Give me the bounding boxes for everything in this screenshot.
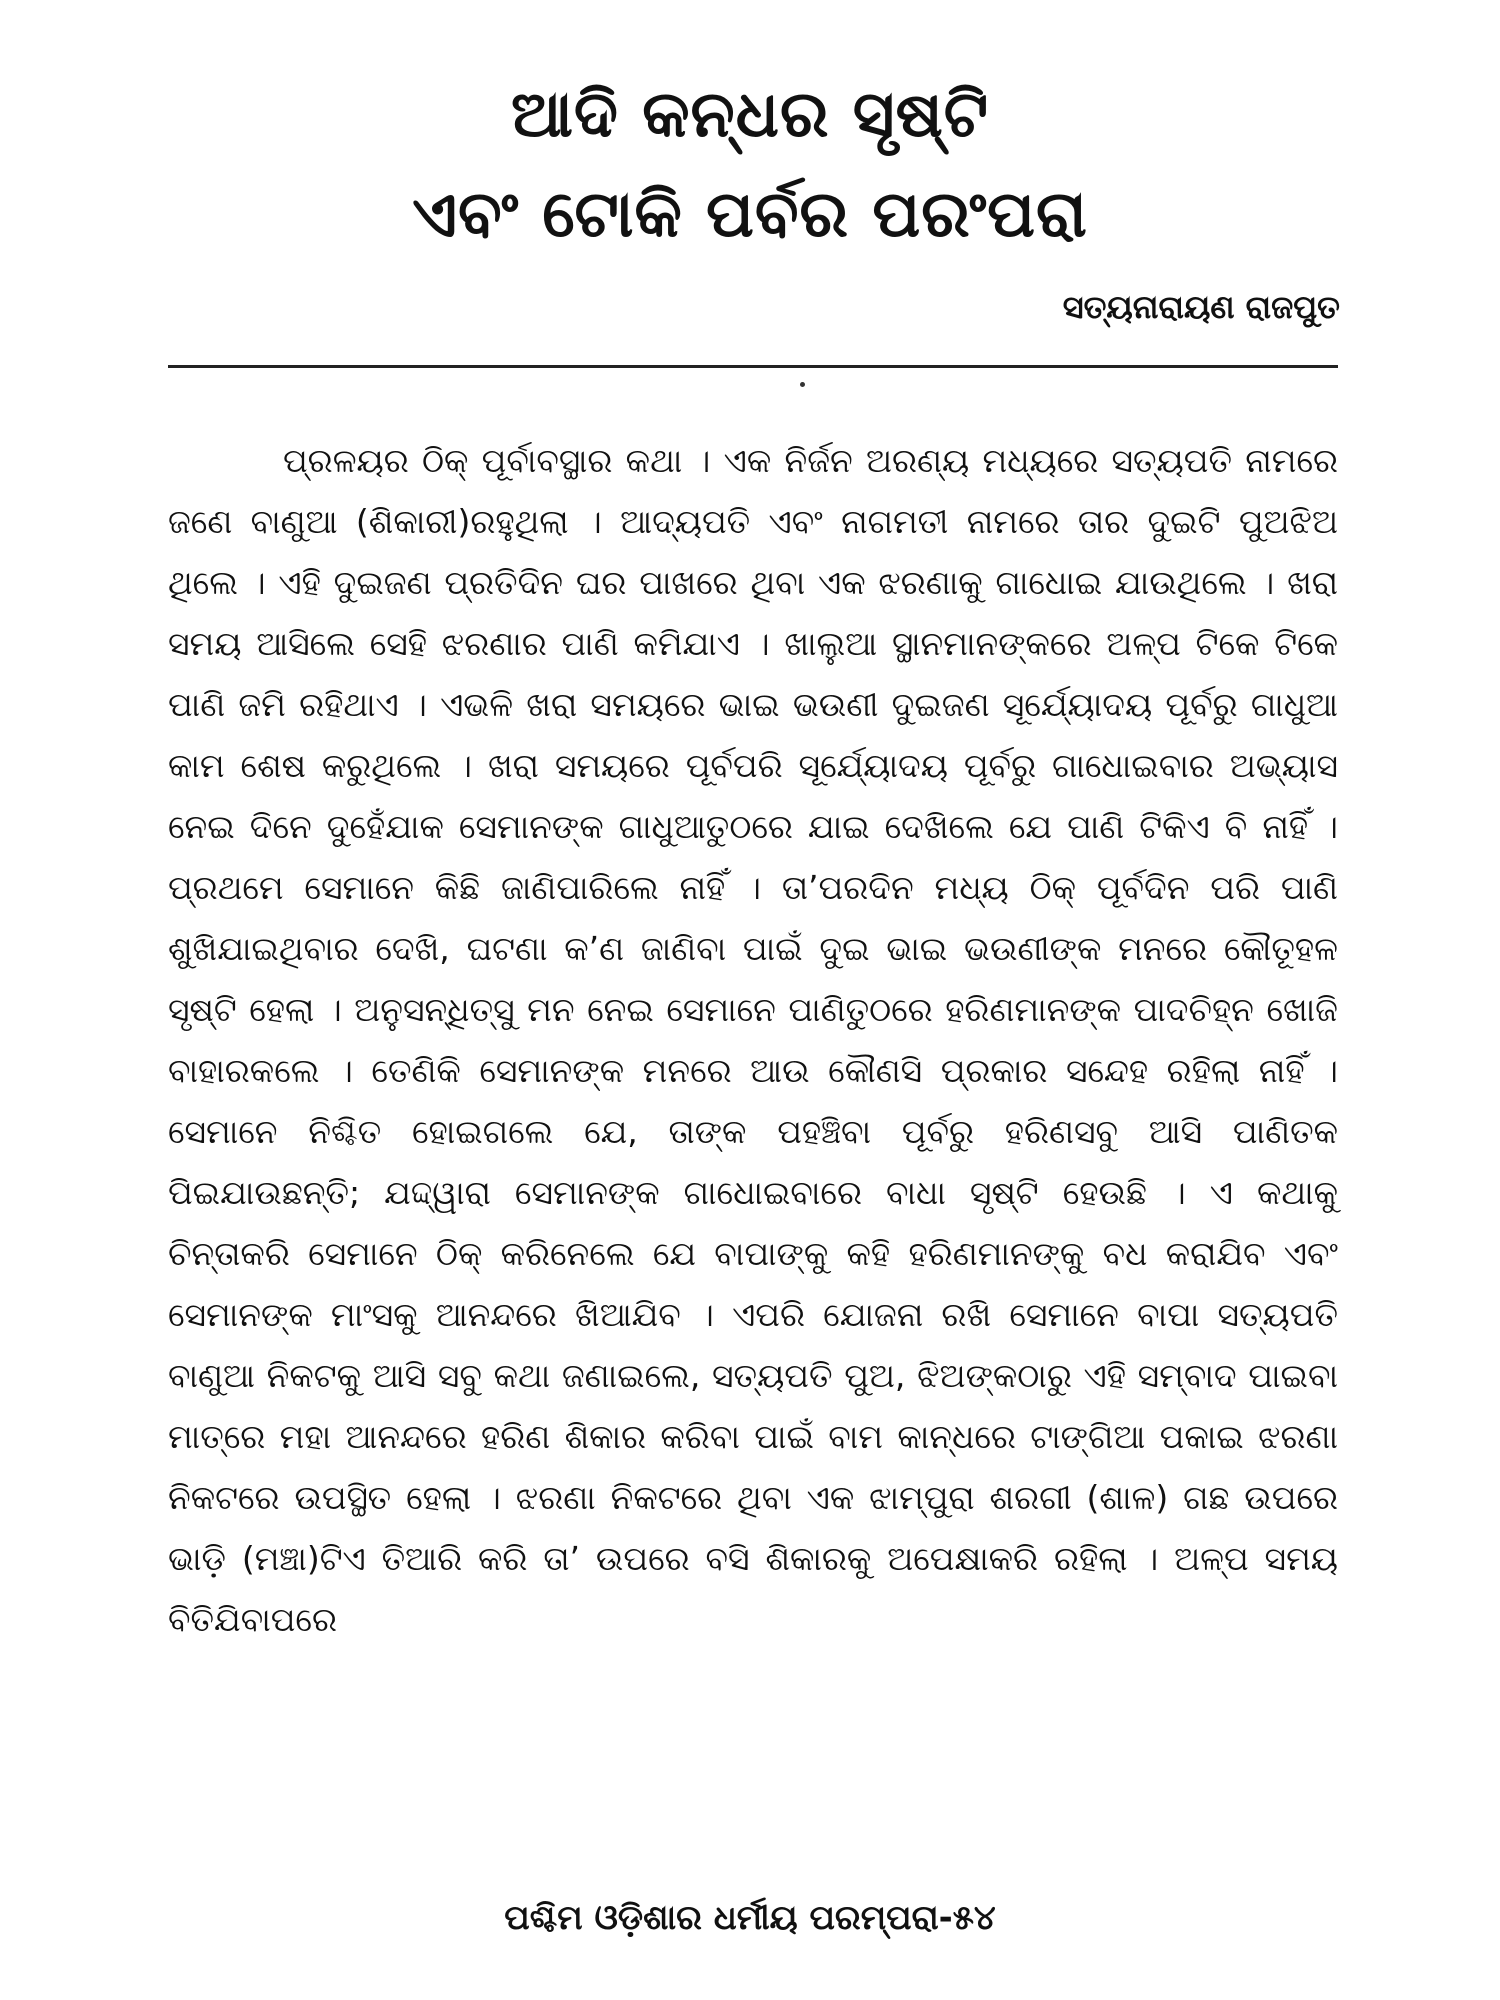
body-paragraph: ପ୍ରଳୟର ଠିକ୍ ପୂର୍ବାବସ୍ଥାର କଥା । ଏକ ନିର୍ଜନ ଅରଣ୍ୟ ମଧ୍ୟରେ ସତ୍ୟପତି ନାମରେ ଜଣେ ବାଣୁଆ (ଶିକାରୀ)ରହୁଥିଲା । ଆଦ୍ୟପତି ଏବଂ ନାଗମତୀ ନାମରେ ତାର ଦୁଇଟି ପୁଅଝିଅ ଥିଲେ । ଏହି ଦୁଇଜଣ ପ୍ରତିଦିନ ଘର ପାଖରେ ଥିବା ଏକ ଝରଣାକୁ ଗାଧୋଇ ଯାଉଥିଲେ । ଖରା ସମୟ ଆସିଲେ ସେହି ଝରଣାର ପାଣି କମିଯାଏ । ଖାଲୁଆ ସ୍ଥାନମାନଙ୍କରେ ଅଳ୍ପ ଟିକେ ଟିକେ ପାଣି ଜମି ରହିଥାଏ । ଏଭଳି ଖରା ସମୟରେ ଭାଇ ଭଉଣୀ ଦୁଇଜଣ ସୂର୍ଯ୍ୟୋଦୟ ପୂର୍ବରୁ ଗାଧୁଆ କାମ ଶେଷ କରୁଥିଲେ । ଖରା ସମୟରେ ପୂର୍ବପରି ସୂର୍ଯ୍ୟୋଦୟ ପୂର୍ବରୁ ଗାଧୋଇବାର ଅଭ୍ୟାସ ନେଇ ଦିନେ ଦୁହେଁଯାକ ସେମାନଙ୍କ ଗାଧୁଆତୁଠରେ ଯାଇ ଦେଖିଲେ ଯେ ପାଣି ଟିକିଏ ବି ନାହିଁ । ପ୍ରଥମେ ସେମାନେ କିଛି ଜାଣିପାରିଲେ ନାହିଁ । ତା’ପରଦିନ ମଧ୍ୟ ଠିକ୍ ପୂର୍ବଦିନ ପରି ପାଣି ଶୁଖିଯାଇଥିବାର ଦେଖି, ଘଟଣା କ’ଣ ଜାଣିବା ପାଇଁ ଦୁଇ ଭାଇ ଭଉଣୀଙ୍କ ମନରେ କୌତୂହଳ ସୃଷ୍ଟି ହେଲା । ଅନୁସନ୍ଧିତ୍ସୁ ମନ ନେଇ ସେମାନେ ପାଣିତୁଠରେ ହରିଣମାନଙ୍କ ପାଦଚିହ୍ନ ଖୋଜି ବାହାରକଲେ । ତେଣିକି ସେମାନଙ୍କ ମନରେ ଆଉ କୌଣସି ପ୍ରକାର ସନ୍ଦେହ ରହିଲା ନାହିଁ । ସେମାନେ ନିଶ୍ଚିତ ହୋଇଗଲେ ଯେ, ତାଙ୍କ ପହଞ୍ଚିବା ପୂର୍ବରୁ ହରିଣସବୁ ଆସି ପାଣିତକ ପିଇଯାଉଛନ୍ତି; ଯଦ୍ଦ୍ୱାରା ସେମାନଙ୍କ ଗାଧୋଇବାରେ ବାଧା ସୃଷ୍ଟି ହେଉଛି । ଏ କଥାକୁ ଚିନ୍ତାକରି ସେମାନେ ଠିକ୍ କରିନେଲେ ଯେ ବାପାଙ୍କୁ କହି ହରିଣମାନଙ୍କୁ ବଧ କରାଯିବ ଏବଂ ସେମାନଙ୍କ ମାଂସକୁ ଆନନ୍ଦରେ ଖିଆଯିବ । ଏପରି ଯୋଜନା ରଖି ସେମାନେ ବାପା ସତ୍ୟପତି ବାଣୁଆ ନିକଟକୁ ଆସି ସବୁ କଥା ଜଣାଇଲେ, ସତ୍ୟପତି ପୁଅ, ଝିଅଙ୍କଠାରୁ ଏହି ସମ୍ବାଦ ପାଇବା ମାତ୍ରେ ମହା ଆନନ୍ଦରେ ହରିଣ ଶିକାର କରିବା ପାଇଁ ବାମ କାନ୍ଧରେ ଟାଙ୍ଗିଆ ପକାଇ ଝରଣା ନିକଟରେ ଉପସ୍ଥିତ ହେଲା । ଝରଣା ନିକଟରେ ଥିବା ଏକ ଝାମ୍ପୁରା ଶରଗୀ (ଶାଳ) ଗଛ ଉପରେ ଭାଡ଼ି (ମଞ୍ଚା)ଟିଏ ତିଆରି କରି ତା’ ଉପରେ ବସି ଶିକାରକୁ ଅପେକ୍ଷାକରି ରହିଲା । ଅଳ୍ପ ସମୟ ବିତିଯିବାପରେ <box>168 441 1338 1639</box>
title-line-2: ଏବଂ ଟୋକି ପର୍ବର ପରଂପରା <box>412 178 1088 252</box>
divider-rule <box>168 365 1338 368</box>
page-footer: ପଶ୍ଚିମ ଓଡ଼ିଶାର ଧର୍ମୀୟ ପରମ୍ପରା-୫୪ <box>504 1898 996 1938</box>
author-name: ସତ୍ୟନାରାୟଣ ରାଜପୁତ <box>1062 288 1340 326</box>
divider-dot <box>800 382 805 387</box>
title-line-1: ଆଦି କନ୍ଧର ସୃଷ୍ଟି <box>510 78 990 152</box>
